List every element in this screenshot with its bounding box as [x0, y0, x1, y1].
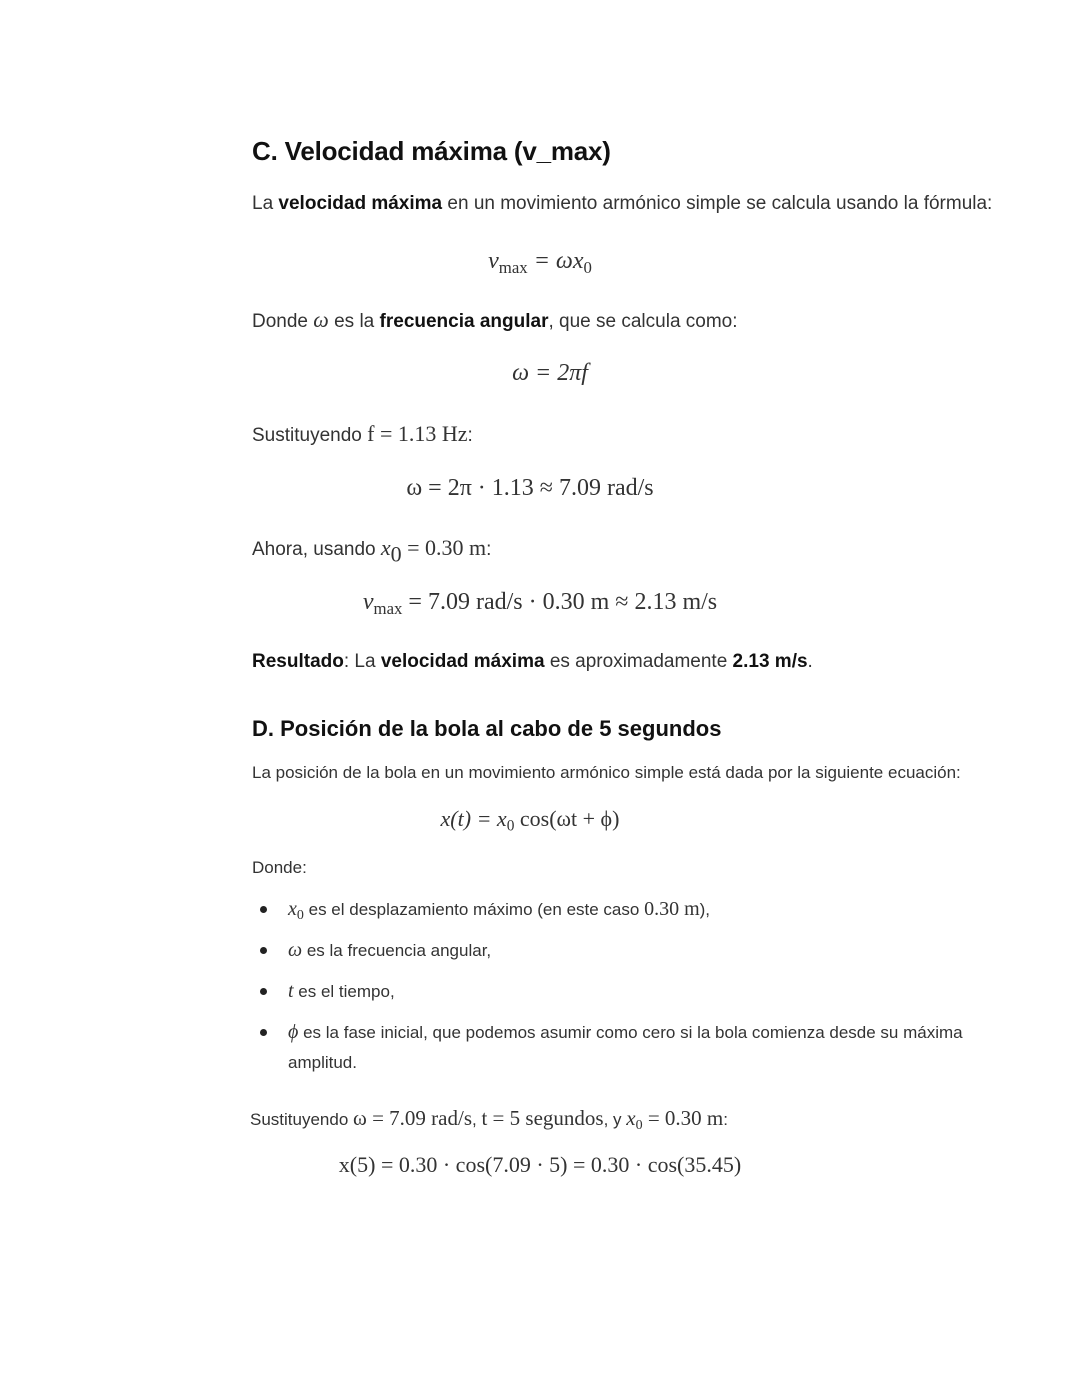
formula-final: x(5) = 0.30 · cos(7.09 · 5) = 0.30 · cos(35.45): [338, 1152, 742, 1177]
bullet-dot: [260, 947, 267, 954]
bullet-dot: [260, 988, 267, 995]
section-d-heading: D. Posición de la bola al cabo de 5 segundos: [252, 716, 722, 741]
section-c-intro: La velocidad máxima en un movimiento armónico simple se calcula usando la fórmula:: [252, 193, 993, 214]
formula-position: $x(t) = x_0$ cos(ωt + ϕ): [440, 806, 620, 835]
result-line: Resultado: La velocidad máxima es aproximadamente 2.13 m/s.: [252, 651, 813, 672]
section-c-heading: C. Velocidad máxima (v_max): [252, 136, 611, 166]
list-item-x0: $x_0$ es el desplazamiento máximo (en este caso 0.30 m),: [288, 898, 711, 924]
bullet-dot: [260, 906, 267, 913]
section-d-intro: La posición de la bola en un movimiento armónico simple está dada por la siguiente ecuación:: [252, 763, 961, 782]
list-item-t: t es el tiempo,: [288, 980, 395, 1002]
list-item-phi: ϕ es la fase inicial, que podemos asumir como cero si la bola comienza desde su máxima: [288, 1021, 963, 1043]
donde-label: Donde:: [252, 858, 307, 877]
substitute-values: Sustituyendo ω = 7.09 rad/s, t = 5 segundos, y $x_0 = 0.30$ m:: [250, 1106, 728, 1134]
list-item-phi-continued: amplitud.: [288, 1053, 357, 1072]
omega-definition: Donde ω es la frecuencia angular, que se calcula como:: [252, 307, 738, 332]
formula-omega: ω = 2πf: [512, 360, 588, 386]
formula-vmax-value: $v_{max} = 7.09$ rad/s · 0.30 m ≈ 2.13 m/s: [362, 589, 718, 619]
using-amplitude: Ahora, usando $x_0 = 0.30$ m:: [252, 535, 492, 567]
substitute-frequency: Sustituyendo f = 1.13 Hz:: [252, 421, 473, 446]
formula-omega-value: ω = 2π · 1.13 ≈ 7.09 rad/s: [406, 475, 654, 501]
list-item-omega: ω es la frecuencia angular,: [288, 939, 492, 961]
bullet-dot: [260, 1029, 267, 1036]
formula-vmax: $v_{max} = \omega x_0$: [488, 248, 592, 278]
